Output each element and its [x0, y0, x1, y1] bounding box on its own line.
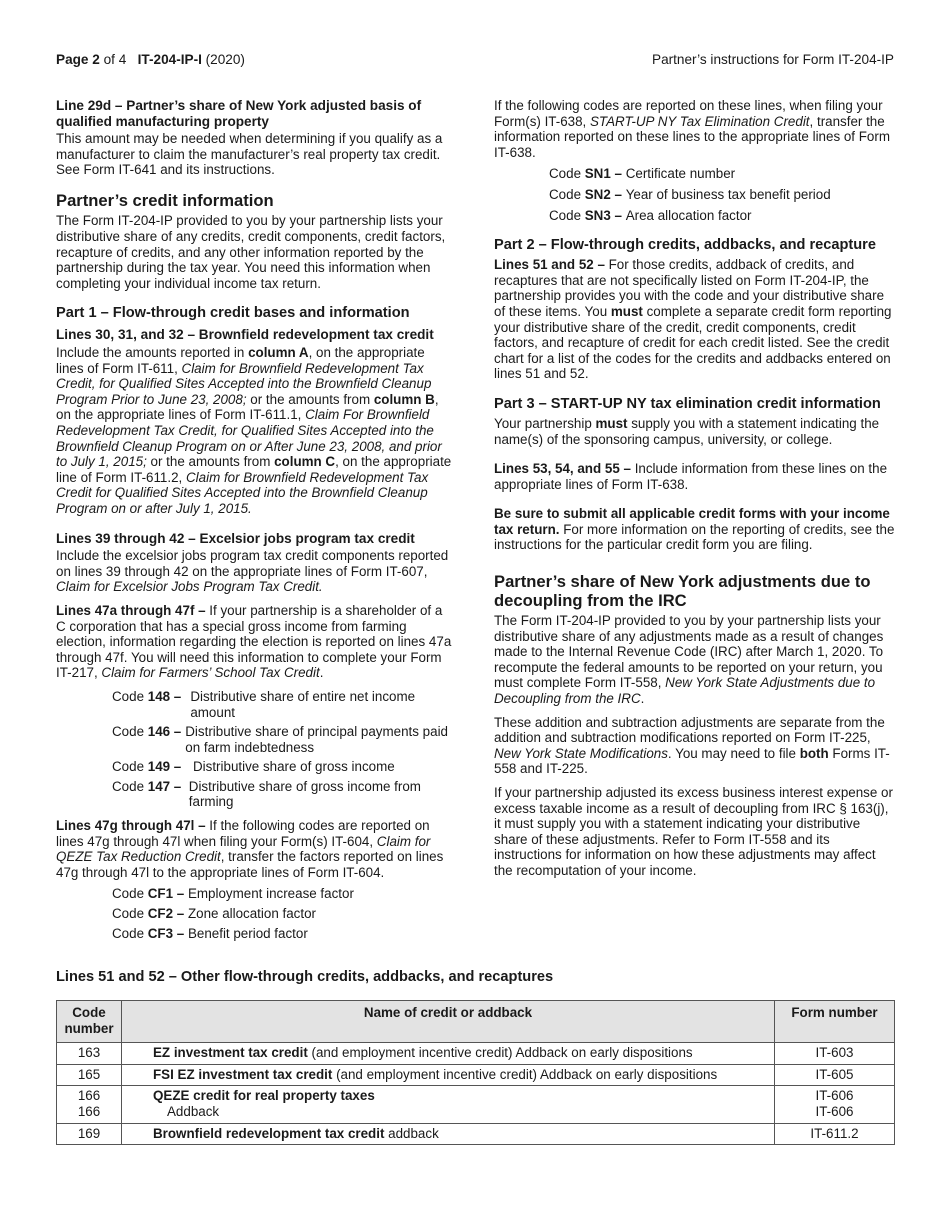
row-name: Brownfield redevelopment tax credit addback: [122, 1123, 775, 1145]
decouple-text-1: The Form IT-204-IP provided to you by your partnership lists your distributive share of any adjustments made as a result of changes made to the Internal Revenue Code (IRC) after March 1, 2020. To recompute the federal amounts to be reported on your return, you must complete Form IT-558, New York State Adjustments due to Decoupling from the IRC.: [494, 613, 884, 707]
part3-text: Your partnership must supply you with a statement indicating the name(s) of the sponsoring campus, university, or college.: [494, 415, 880, 447]
line29d-heading: Line 29d – Partner’s share of New York adjusted basis of qualified manufacturing property: [56, 98, 422, 129]
decouple-text-2: These addition and subtraction adjustments are separate from the addition and subtraction modifications reported on Form IT-225, New York State Modifications. You may need to file both Forms IT-558 and IT-225.: [494, 714, 890, 777]
decouple-heading: Partner’s share of New York adjustments due to decoupling from the IRC: [494, 572, 871, 610]
credit-info-heading: Partner’s credit information: [56, 190, 274, 210]
row-form: IT-606 IT-606: [775, 1086, 895, 1123]
page-label: Page: [56, 52, 89, 67]
code-item: Code 147 – Distributive share of gross income from farming: [112, 778, 421, 810]
left-column: [56, 98, 454, 949]
form-year: (2020): [205, 52, 245, 67]
page-header-left: [56, 52, 245, 68]
row-code: 166 166: [57, 1086, 122, 1123]
row-code: 165: [57, 1064, 122, 1086]
header-form-number: Form number: [775, 1001, 895, 1043]
credits-table: [56, 1000, 895, 1145]
row-code: 163: [57, 1043, 122, 1065]
page-number: 2: [92, 52, 100, 67]
qeze-text: Lines 47g through 47l – If the following codes are reported on lines 47g through 47l when filing your Form(s) IT-604, Claim for QEZE Tax Reduction Credit, transfer the factors reported on lines 47g through 47l to the appropriate lines of Form IT-604.: [56, 818, 444, 880]
table-title: Lines 51 and 52 – Other flow-through credits, addbacks, and recaptures: [56, 969, 554, 985]
header-code-number: Code number: [57, 1001, 122, 1043]
decouple-text-3: If your partnership adjusted its excess business interest expense or excess taxable income as a result of decoupling from IRC § 163(j), it must supply you with a statement indicating your distributive share of these adjustments. Refer to Form IT-558 and its instructions for information on how these adjustments may affect the recomputation of your income.: [494, 785, 893, 878]
farm-code-list: [56, 689, 454, 810]
code-item: Code CF1 – Employment increase factor: [112, 886, 354, 902]
part2-heading: Part 2 – Flow-through credits, addbacks, and recapture: [494, 237, 876, 254]
part1-heading: Part 1 – Flow-through credit bases and information: [56, 305, 410, 322]
table-header-row: [57, 1001, 895, 1043]
row-form: IT-611.2: [775, 1123, 895, 1145]
right-column: [494, 98, 896, 887]
qeze-code-list: [56, 886, 454, 941]
row-name: FSI EZ investment tax credit (and employment incentive credit) Addback on early dispositions: [122, 1064, 775, 1086]
row-name: EZ investment tax credit (and employment incentive credit) Addback on early dispositions: [122, 1043, 775, 1065]
startup-code-list: [494, 166, 896, 223]
part2-text: Lines 51 and 52 – For those credits, addback of credits, and recaptures that are not specifically listed on Form IT-204-IP, the partnership provides you with the code and your distributive share of these items. You must complete a separate credit form reporting your distributive share of the credit, credit components, credit factors, and recapture of credit for each credit listed. See the credit chart for a list of the codes for the credits and addbacks entered on lines 51 and 52.: [494, 257, 892, 382]
part3-heading: Part 3 – START-UP NY tax elimination credit information: [494, 395, 881, 412]
line29d-text: This amount may be needed when determining if you qualify as a manufacturer to claim the manufacturer’s real property tax credit. See Form IT-641 and its instructions.: [56, 131, 443, 178]
table-row: [57, 1123, 895, 1145]
row-name: QEZE credit for real property taxes Addback: [122, 1086, 775, 1123]
row-form: IT-603: [775, 1043, 895, 1065]
code-item: Code 146 – Distributive share of principal payments paid on farm indebtedness: [112, 724, 448, 755]
row-form: IT-605: [775, 1064, 895, 1086]
row-code: 169: [57, 1123, 122, 1145]
page-header: [56, 52, 894, 72]
code-item: Code SN2 – Year of business tax benefit period: [549, 186, 831, 202]
code-item: Code 149 – Distributive share of gross income: [112, 759, 395, 775]
excelsior-heading: Lines 39 through 42 – Excelsior jobs program tax credit: [56, 530, 415, 546]
form-id: IT-204-IP-I: [137, 52, 202, 67]
brownfield-text: Include the amounts reported in column A, on the appropriate lines of Form IT-611, Claim for Brownfield Redevelopment Tax Credit, for Qualified Sites Accepted into the Brownfield Cleanup Program Prior to June 23, 2008; or the amounts from column B, on the appropriate lines of Form IT-611.1, Claim For Brownfield Redevelopment Tax Credit, for Qualified Sites Accepted into the Brownfield Cleanup Program on or After June 23, 2008, and prior to July 1, 2015; or the amounts from column C, on the appropriate line of Form IT-611.2, Claim for Brownfield Redevelopment Tax Credit for Qualified Sites Accepted into the Brownfield Cleanup Program on or after July 1, 2015.: [56, 345, 452, 516]
page-of: of 4: [103, 52, 127, 67]
table-row: [57, 1043, 895, 1065]
excelsior-text: Include the excelsior jobs program tax credit components reported on lines 39 through 42 on the appropriate lines of Form IT-607, Claim for Excelsior Jobs Program Tax Credit.: [56, 548, 449, 595]
code-item: Code CF3 – Benefit period factor: [112, 925, 308, 941]
page-header-title: Partner’s instructions for Form IT-204-IP: [652, 52, 894, 67]
table-row: [57, 1064, 895, 1086]
code-item: Code 148 – Distributive share of entire net income amount: [112, 688, 416, 720]
code-item: Code SN1 – Certificate number: [549, 166, 736, 182]
credit-info-text: The Form IT-204-IP provided to you by your partnership lists your distributive share of any credits, credit components, credit factors, recapture of credits, and any other information reported by the partnership during the tax year. You need this information when completing your individual income tax return.: [56, 213, 446, 291]
farm-text: Lines 47a through 47f – If your partnership is a shareholder of a C corporation that has a special gross income from farming election, information regarding the election is reported on lines 47a through 47f. You will need this information to complete your Form IT-217, Claim for Farmers’ School Tax Credit.: [56, 602, 452, 681]
startup-intro-text: If the following codes are reported on these lines, when filing your Form(s) IT-638, START-UP NY Tax Elimination Credit, transfer the information reported on these lines to the appropriate lines of Form IT-638.: [494, 98, 890, 160]
brownfield-heading: Lines 30, 31, and 32 – Brownfield redevelopment tax credit: [56, 327, 434, 343]
header-name: Name of credit or addback: [122, 1001, 775, 1043]
code-item: Code SN3 – Area allocation factor: [549, 207, 752, 223]
code-item: Code CF2 – Zone allocation factor: [112, 906, 316, 922]
lines53-text: Lines 53, 54, and 55 – Include information from these lines on the appropriate lines of Form IT-638.: [494, 461, 888, 492]
submit-text: Be sure to submit all applicable credit forms with your income tax return. For more information on the reporting of credits, see the instructions for the particular credit form you are filing.: [494, 506, 895, 553]
table-row: [57, 1086, 895, 1123]
